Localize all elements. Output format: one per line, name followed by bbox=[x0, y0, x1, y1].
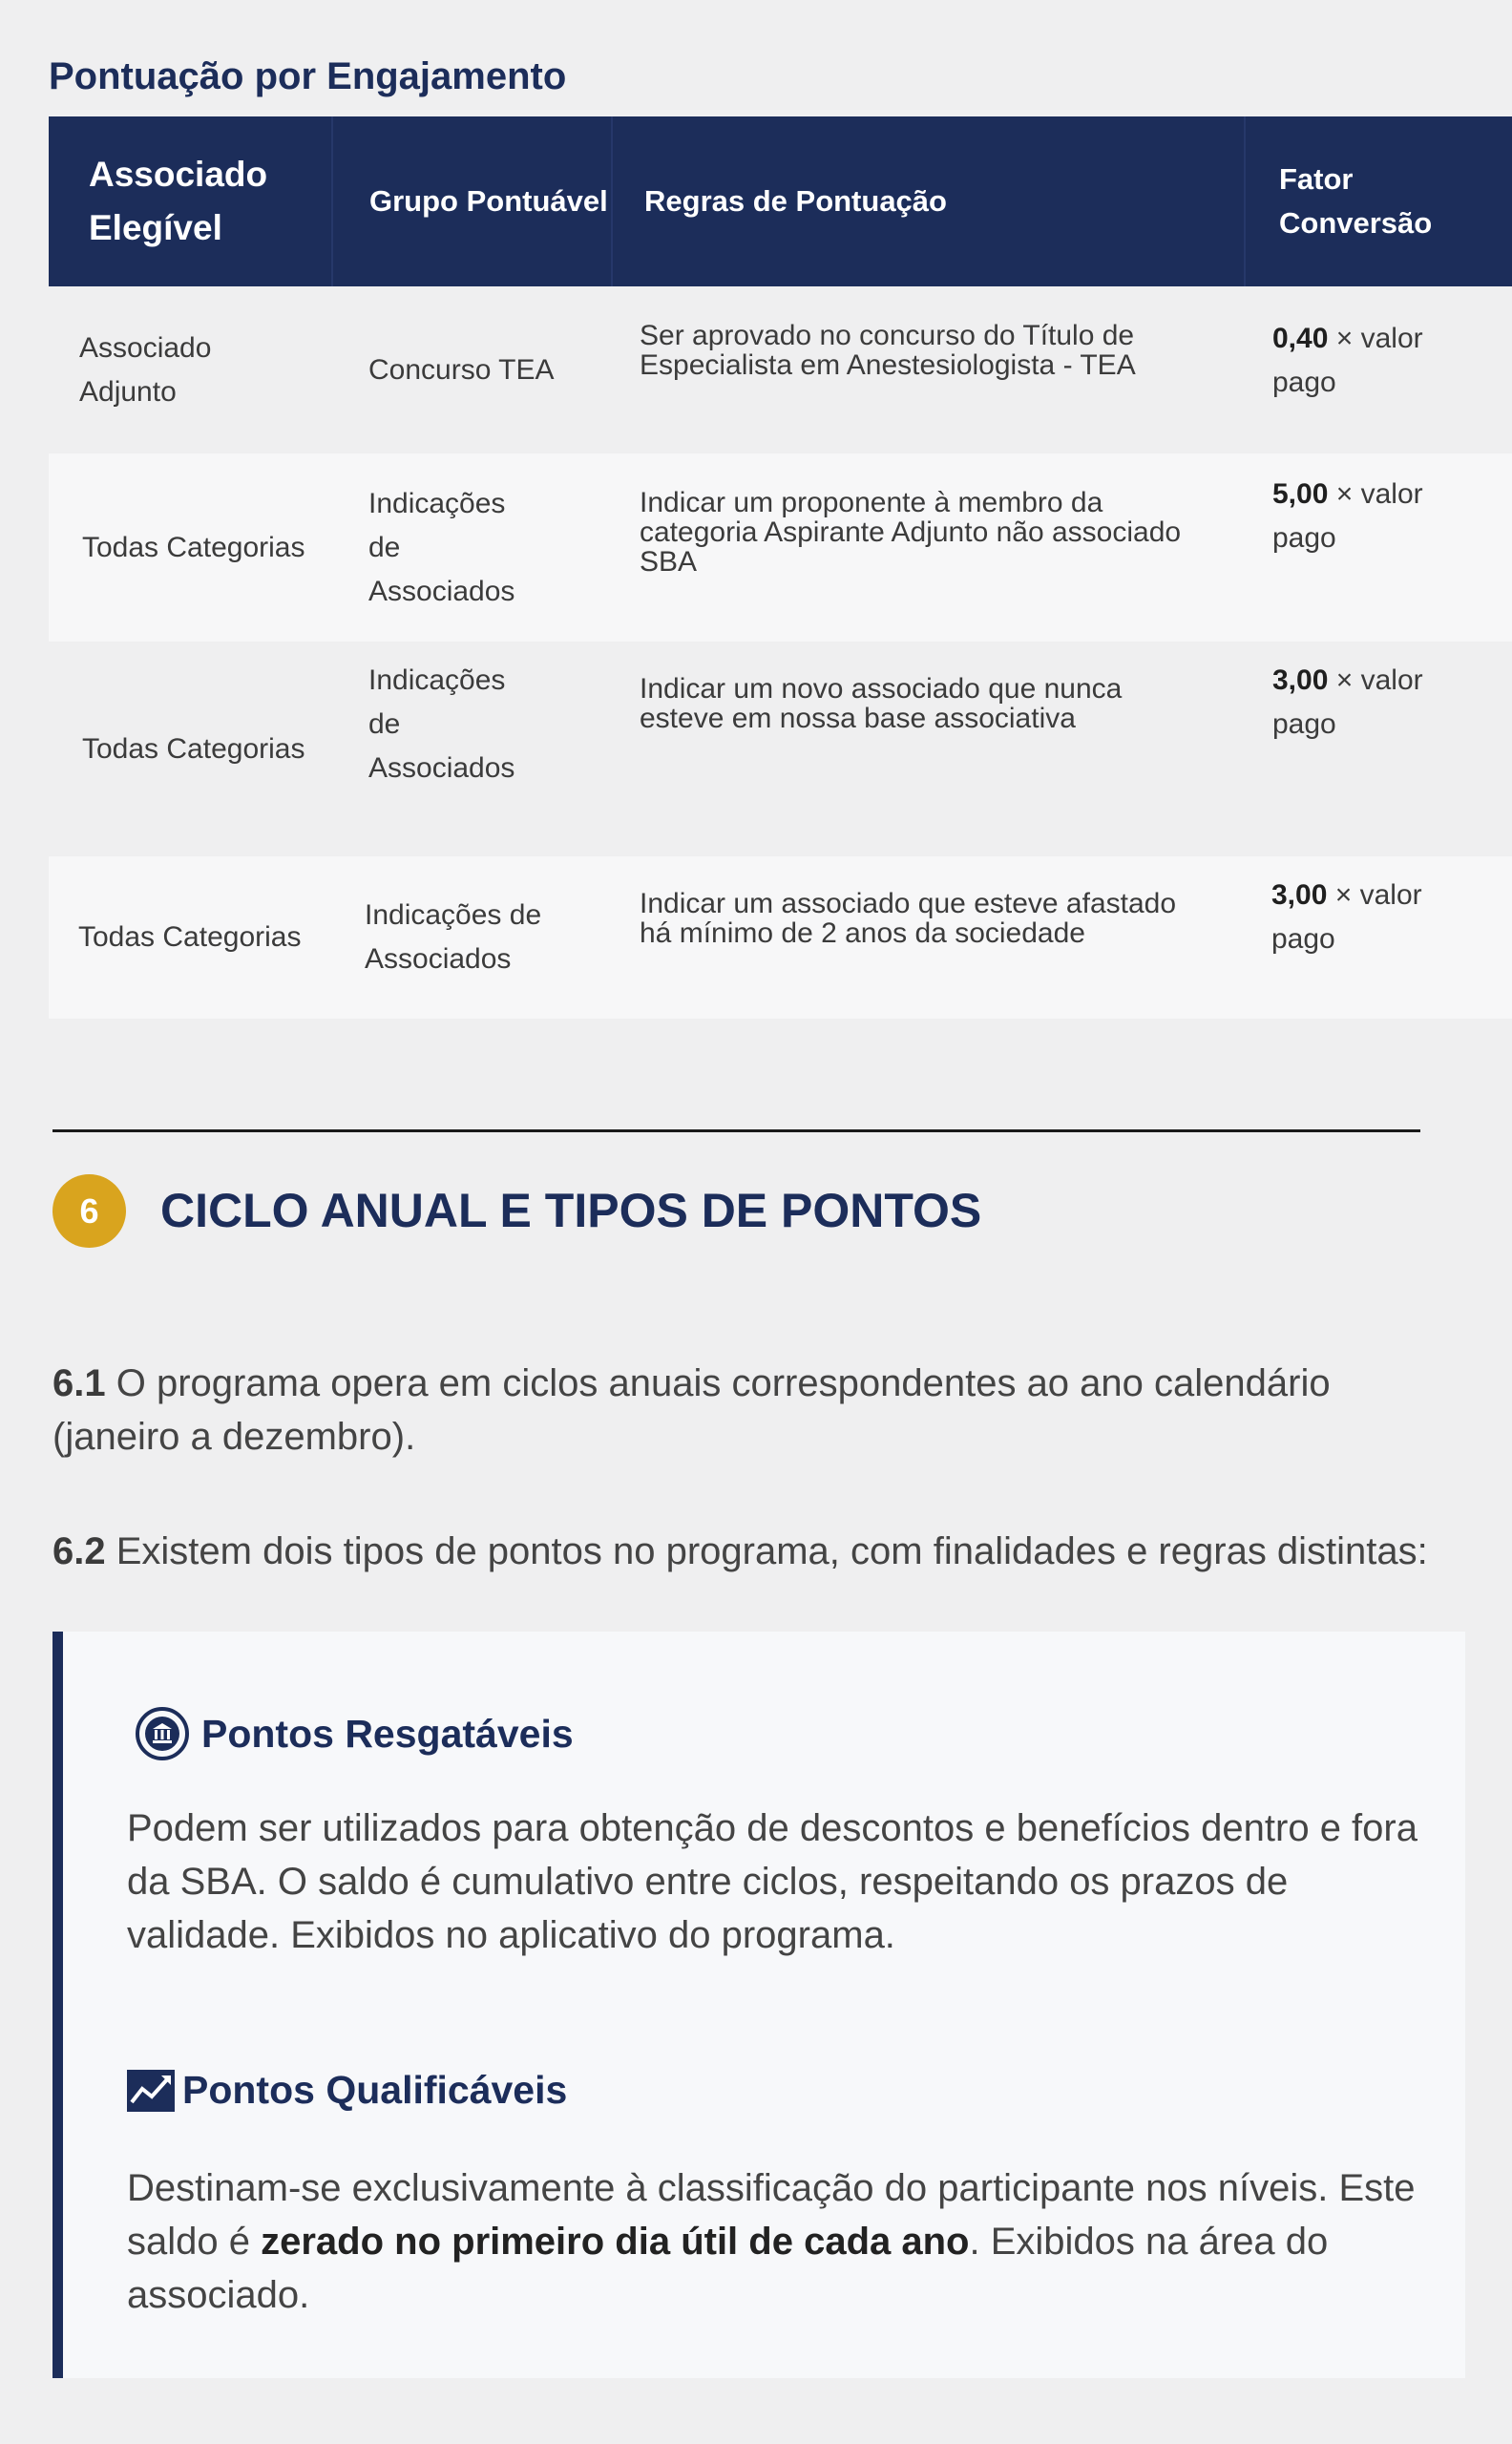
section-title: CICLO ANUAL E TIPOS DE PONTOS bbox=[160, 1184, 982, 1237]
factor-unit: × valor pago bbox=[1272, 478, 1423, 554]
qualificaveis-text-start: Destinam-se exclusivamente à classificação do participante nos níveis. Este saldo é bbox=[127, 2167, 1416, 2263]
paragraph-text: O programa opera em ciclos anuais correspondentes ao ano calendário (janeiro a dezembro). bbox=[52, 1362, 1331, 1458]
header-factor: Fator Conversão bbox=[1245, 116, 1512, 286]
section-divider bbox=[52, 1129, 1420, 1132]
cell-eligible: Todas Categorias bbox=[82, 732, 305, 765]
resgataveis-title: Pontos Resgatáveis bbox=[201, 1711, 574, 1756]
points-types-box bbox=[52, 1632, 1465, 2378]
table-title: Pontuação por Engajamento bbox=[49, 55, 567, 97]
paragraph-6-1 bbox=[52, 1357, 1465, 1464]
paragraph-number: 6.1 bbox=[52, 1362, 106, 1404]
engagement-table bbox=[49, 116, 1512, 1019]
cell-eligible: Todas Categorias bbox=[82, 531, 305, 563]
cell-eligible: Todas Categorias bbox=[78, 921, 302, 953]
chart-line-icon bbox=[127, 2070, 175, 2112]
cell-rule: Indicar um proponente à membro da categoria Aspirante Adjunto não associado SBA bbox=[640, 487, 1182, 578]
paragraph-6-2 bbox=[52, 1525, 1465, 1578]
section-number-badge: 6 bbox=[52, 1174, 126, 1248]
qualificaveis-title: Pontos Qualificáveis bbox=[182, 2068, 568, 2112]
header-eligible: Associado Elegível bbox=[49, 116, 332, 286]
paragraph-text: Existem dois tipos de pontos no programa, com finalidades e regras distintas: bbox=[116, 1530, 1428, 1572]
factor-value: 3,00 bbox=[1272, 664, 1329, 696]
cell-factor bbox=[1245, 286, 1512, 453]
cell-factor bbox=[1245, 453, 1512, 642]
table-header-row bbox=[49, 116, 1512, 286]
cell-rule: Ser aprovado no concurso do Título de Especialista em Anestesiologista - TEA bbox=[640, 320, 1136, 381]
factor-unit: × valor pago bbox=[1272, 323, 1423, 398]
factor-value: 3,00 bbox=[1271, 879, 1328, 911]
bank-icon bbox=[135, 1706, 190, 1761]
qualificaveis-text-end: . Exibidos na área do associado. bbox=[127, 2221, 1329, 2316]
cell-factor bbox=[1245, 856, 1512, 1019]
cell-group: Indicações de Associados bbox=[368, 664, 515, 784]
header-rules: Regras de Pontuação bbox=[612, 116, 1245, 286]
cell-group: Indicações de Associados bbox=[365, 899, 542, 975]
factor-value: 0,40 bbox=[1272, 323, 1329, 354]
cell-factor bbox=[1245, 642, 1512, 856]
cell-rule: Indicar um associado que esteve afastado há mínimo de 2 anos da sociedade bbox=[640, 888, 1177, 949]
factor-value: 5,00 bbox=[1272, 478, 1329, 510]
table-row bbox=[49, 453, 1512, 642]
factor-unit: × valor pago bbox=[1271, 879, 1422, 955]
factor-unit: × valor pago bbox=[1272, 664, 1423, 740]
header-group: Grupo Pontuável bbox=[332, 116, 612, 286]
cell-group: Concurso TEA bbox=[368, 353, 555, 386]
resgataveis-heading bbox=[135, 1706, 574, 1761]
resgataveis-text: Podem ser utilizados para obtenção de descontos e benefícios dentro e fora da SBA. O saldo é cumulativo entre ciclos, respeitando os prazos de validade. Exibidos no aplicativo do programa. bbox=[127, 1807, 1418, 1956]
table-row bbox=[49, 642, 1512, 856]
qualificaveis-text-bold: zerado no primeiro dia útil de cada ano bbox=[261, 2221, 970, 2263]
cell-rule: Indicar um novo associado que nunca esteve em nossa base associativa bbox=[640, 673, 1123, 734]
table-row bbox=[49, 286, 1512, 453]
cell-group: Indicações de Associados bbox=[368, 487, 515, 607]
table-row bbox=[49, 856, 1512, 1019]
paragraph-number: 6.2 bbox=[52, 1530, 106, 1572]
cell-eligible: Associado Adjunto bbox=[79, 331, 212, 408]
qualificaveis-text bbox=[127, 2161, 1444, 2322]
qualificaveis-heading bbox=[127, 2068, 567, 2113]
